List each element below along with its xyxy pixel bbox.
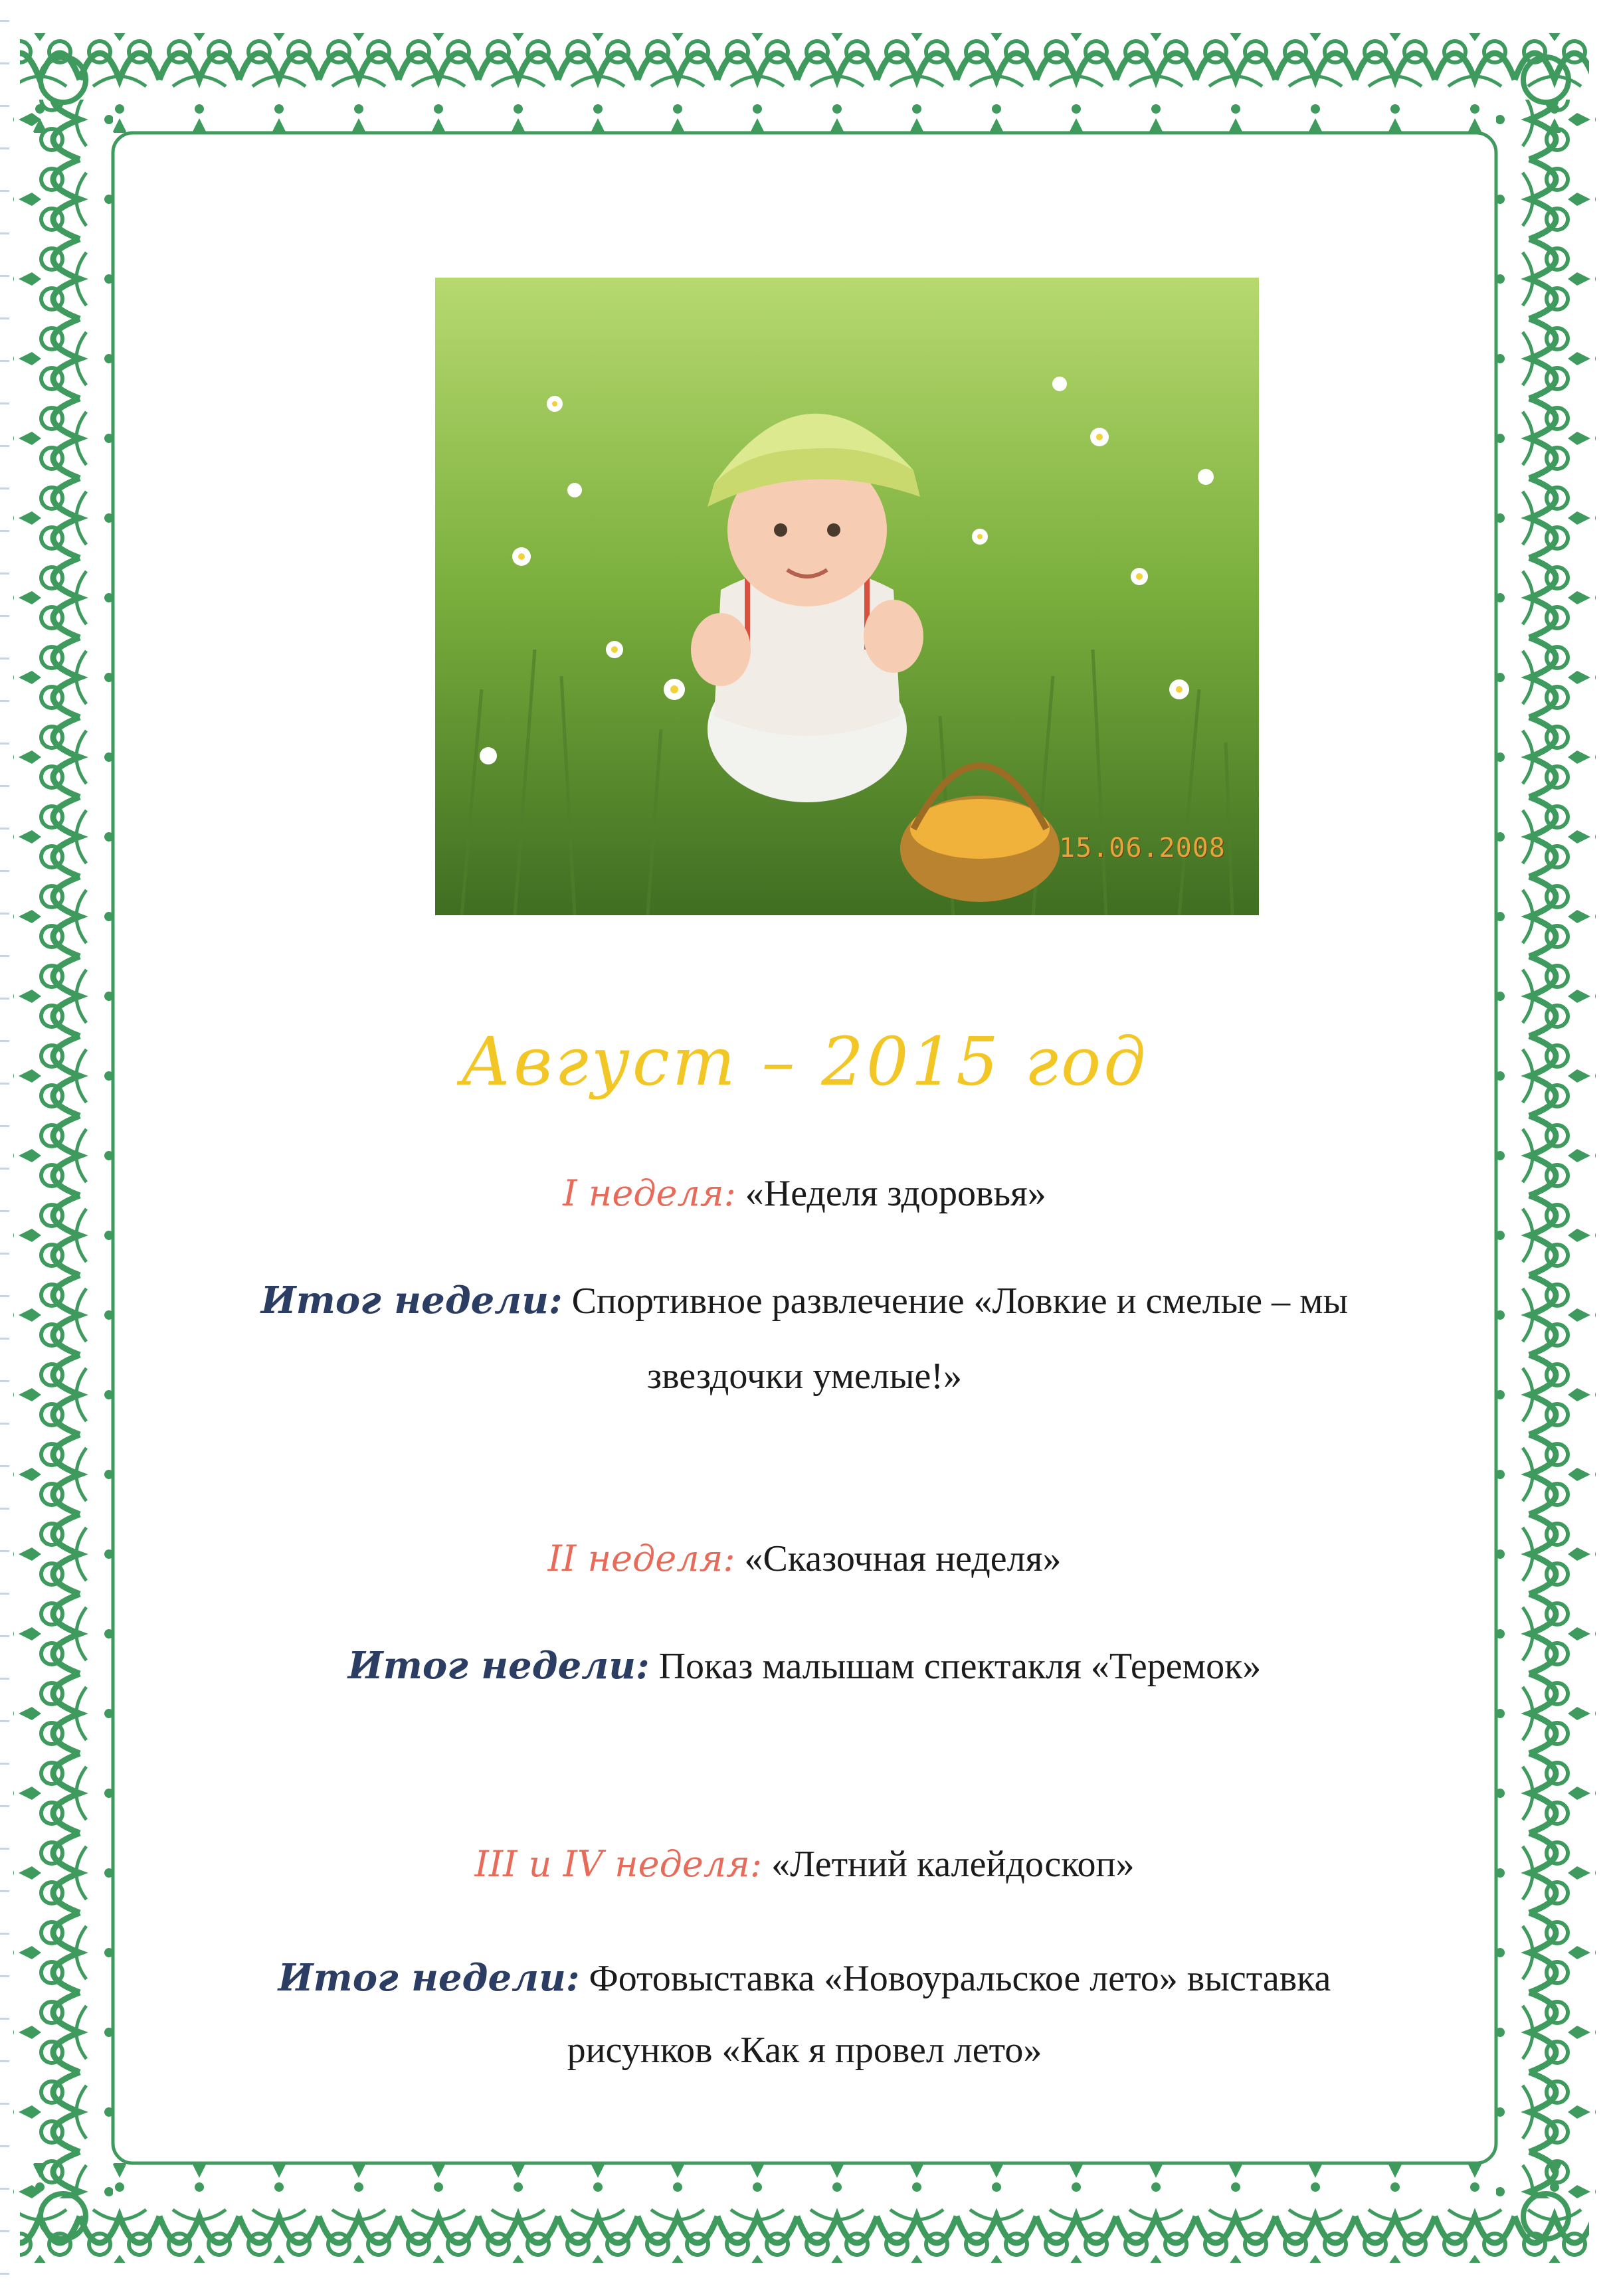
week-3-4-result-text: Фотовыставка «Новоуральское лето» выставка	[589, 1958, 1331, 1999]
week-1-label: I неделя:	[563, 1172, 736, 1214]
week-1-result	[199, 1279, 1410, 1322]
week-3-4-result-text-line2: рисунков «Как я провел лето»	[567, 2030, 1042, 2071]
page-title: Август – 2015 год	[460, 1023, 1149, 1101]
photo-date-stamp: 15.06.2008	[1059, 833, 1226, 863]
week-1-result-text: Спортивное развлечение «Ловкие и смелые – мы	[571, 1280, 1349, 1322]
week-1-result-label: Итог недели:	[260, 1279, 563, 1322]
week-1-theme: «Неделя здоровья»	[745, 1173, 1046, 1214]
week-2-result-text: Показ малышам спектакля «Теремок»	[658, 1646, 1262, 1687]
week-1-result-continued	[199, 1355, 1410, 1397]
week-1-result-text-line2: звездочки умелые!»	[647, 1356, 962, 1397]
week-3-4-result-continued	[199, 2029, 1410, 2072]
week-2-result	[199, 1644, 1410, 1688]
week-3-4-result	[199, 1956, 1410, 2000]
week-1-heading	[199, 1172, 1410, 1215]
week-3-4-result-label: Итог недели:	[278, 1956, 580, 2000]
child-in-meadow-photo	[435, 278, 1259, 915]
week-2-theme: «Сказочная неделя»	[744, 1538, 1062, 1579]
week-2-result-label: Итог недели:	[347, 1644, 650, 1688]
week-2-label: II неделя:	[547, 1538, 735, 1579]
week-3-4-heading	[199, 1843, 1410, 1886]
week-3-4-label: III и IV неделя:	[474, 1843, 763, 1885]
week-3-4-theme: «Летний калейдоскоп»	[771, 1844, 1135, 1885]
week-2-heading	[199, 1538, 1410, 1580]
